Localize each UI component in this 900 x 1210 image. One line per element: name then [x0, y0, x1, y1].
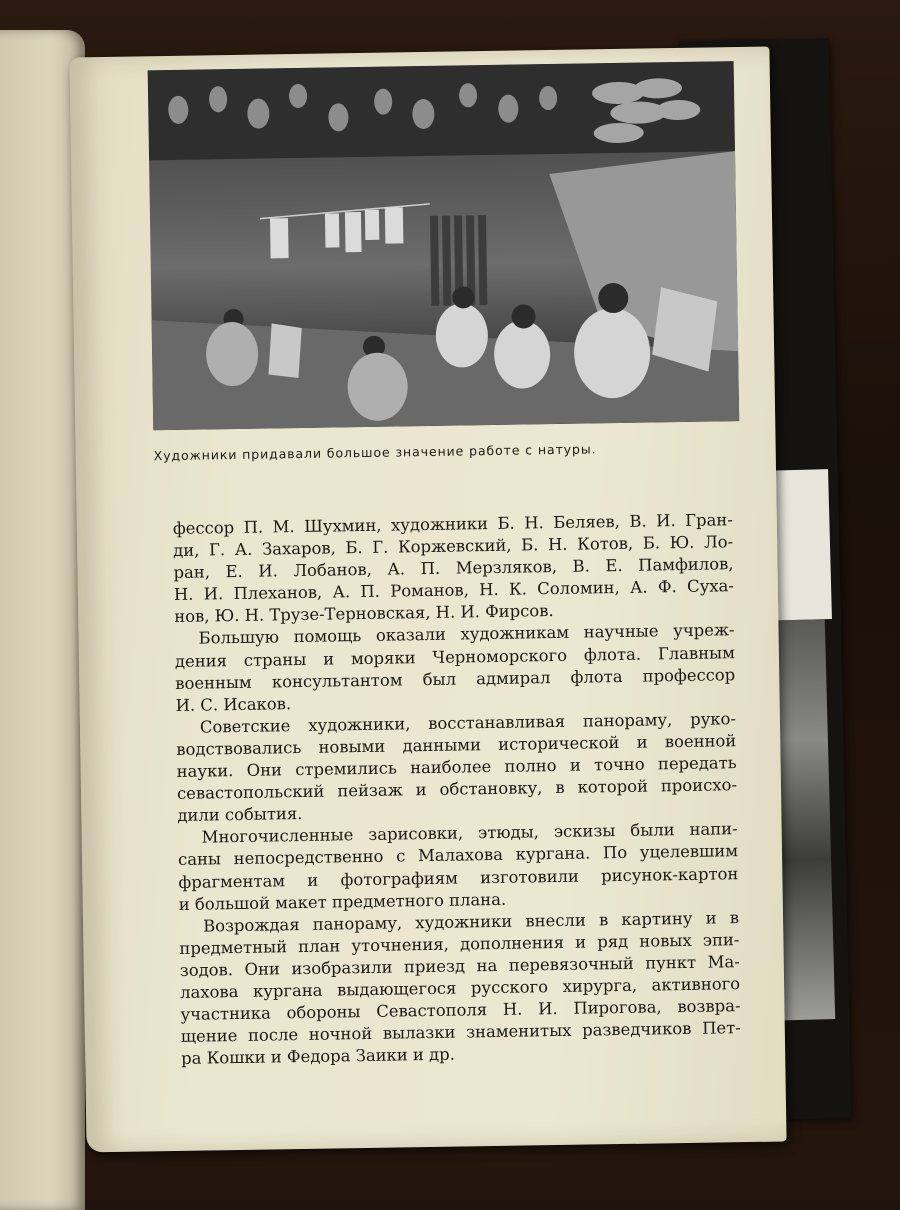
text-line: и большой макет предметного плана.: [178, 889, 507, 914]
paragraph-soviet-artists: [176, 708, 738, 827]
text-line: Многочисленные зарисовки, этюды, эскизы были напи-: [201, 819, 738, 847]
text-line: фессор П. М. Шухмин, художники Б. Н. Беляев, В. И. Гран-: [172, 510, 733, 538]
text-line: Н. И. Плеханов, А. П. Романов, Н. К. Соломин, А. Ф. Суха-: [173, 576, 734, 605]
article-body: [173, 509, 742, 1070]
text-line: дили события.: [177, 804, 303, 826]
text-line: Возрождая панораму, художники внесли в картину и в: [202, 907, 740, 936]
text-line: участника обороны Севастополя Н. И. Пирогова, возвра-: [180, 996, 741, 1025]
book-page: [69, 47, 786, 1153]
text-line: ди, Г. А. Захаров, Б. Г. Коржевский, Б. Н. Котов, Б. Ю. Ло-: [173, 532, 734, 561]
text-line: ран, Е. И. Лобанов, А. П. Мерзляков, В. Е. Памфилов,: [173, 554, 734, 583]
text-line: саны непосредственно с Малахова кургана. По уцелевшим: [177, 841, 739, 870]
paragraph-sketches: [178, 818, 739, 915]
text-line: военным консультантом был адмирал флота профессор: [175, 664, 736, 693]
text-line: Советские художники, восстанавливая панораму, руко-: [199, 709, 737, 737]
text-line: нов, Ю. Н. Трузе-Терновская, Н. И. Фирсов.: [174, 601, 554, 627]
paragraph-contributors: [173, 509, 735, 628]
text-line: дения страны и моряки Черноморского флота. Главным: [174, 642, 736, 671]
photo-caption: Художники придавали большое значение работе с натуры.: [153, 441, 597, 464]
photo-illustration: [148, 61, 740, 430]
text-line: предметный план уточнения, дополнения и ряд новых эпи-: [179, 929, 740, 958]
text-line: севастопольский пейзаж и обстановку, в которой происхо-: [176, 775, 738, 804]
text-line: И. С. Исаков.: [175, 693, 292, 715]
artists-photo: [148, 61, 740, 430]
text-line: Большую помощь оказали художникам научные учреж-: [198, 620, 735, 649]
text-line: зодов. Они изобразили приезд на перевязочный пункт Ма-: [179, 952, 740, 980]
text-line: науки. Они стремились наиболее полно и точно передать: [176, 753, 737, 781]
text-line: фрагментам и фотографиям изготовили рисунок-картон: [178, 863, 739, 892]
text-line: ра Кошки и Федора Заики и др.: [181, 1044, 456, 1069]
paragraph-help: [174, 620, 735, 717]
text-line: водствовались новыми данными исторической и военной: [176, 731, 737, 759]
paragraph-reviving: [179, 907, 741, 1070]
text-line: лахова кургана выдающегося русского хирурга, активного: [179, 974, 741, 1002]
text-line: щение после ночной вылазки знаменитых разведчиков Пет-: [180, 1018, 741, 1047]
